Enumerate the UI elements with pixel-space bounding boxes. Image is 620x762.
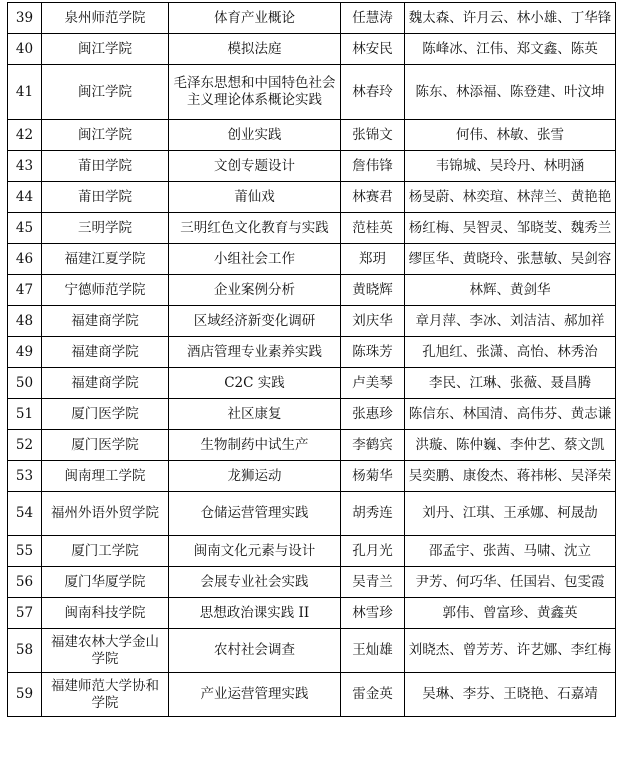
course-name: 模拟法庭 [169, 34, 341, 65]
table-row [8, 399, 616, 430]
lead-teacher: 雷金英 [341, 673, 405, 717]
lead-teacher: 张惠珍 [341, 399, 405, 430]
row-number: 48 [8, 306, 42, 337]
school-name: 福建商学院 [42, 337, 169, 368]
row-number: 57 [8, 598, 42, 629]
team-members: 陈峰冰、江伟、郑文鑫、陈英 [405, 34, 616, 65]
school-name: 莆田学院 [42, 182, 169, 213]
team-members: 陈东、林添福、陈登建、叶汶坤 [405, 65, 616, 120]
school-name: 福建江夏学院 [42, 244, 169, 275]
row-number: 43 [8, 151, 42, 182]
lead-teacher: 刘庆华 [341, 306, 405, 337]
course-name: 区域经济新变化调研 [169, 306, 341, 337]
table-row [8, 275, 616, 306]
lead-teacher: 王灿雄 [341, 629, 405, 673]
school-name: 闽南理工学院 [42, 461, 169, 492]
team-members: 邵孟宇、张茜、马啸、沈立 [405, 536, 616, 567]
team-members: 尹芳、何巧华、任国岩、包雯霞 [405, 567, 616, 598]
course-name: 闽南文化元素与设计 [169, 536, 341, 567]
course-name: 社区康复 [169, 399, 341, 430]
row-number: 39 [8, 3, 42, 34]
row-number: 54 [8, 492, 42, 536]
table-row [8, 629, 616, 673]
lead-teacher: 詹伟锋 [341, 151, 405, 182]
team-members: 郭伟、曾富珍、黄鑫英 [405, 598, 616, 629]
course-name: 酒店管理专业素养实践 [169, 337, 341, 368]
team-members: 李民、江琳、张薇、聂昌腾 [405, 368, 616, 399]
school-name: 福建农林大学金山学院 [42, 629, 169, 673]
course-name: 毛泽东思想和中国特色社会主义理论体系概论实践 [169, 65, 341, 120]
lead-teacher: 林雪珍 [341, 598, 405, 629]
lead-teacher: 林安民 [341, 34, 405, 65]
school-name: 闽南科技学院 [42, 598, 169, 629]
school-name: 厦门华厦学院 [42, 567, 169, 598]
course-name: 龙狮运动 [169, 461, 341, 492]
table-row [8, 337, 616, 368]
row-number: 59 [8, 673, 42, 717]
table-row [8, 492, 616, 536]
course-name: 产业运营管理实践 [169, 673, 341, 717]
course-name: 仓储运营管理实践 [169, 492, 341, 536]
row-number: 42 [8, 120, 42, 151]
school-name: 福建商学院 [42, 368, 169, 399]
row-number: 40 [8, 34, 42, 65]
team-members: 孔旭红、张潇、高怡、林秀治 [405, 337, 616, 368]
team-members: 刘丹、江琪、王承娜、柯晟劼 [405, 492, 616, 536]
team-members: 杨红梅、吴智灵、邹晓芰、魏秀兰 [405, 213, 616, 244]
school-name: 闽江学院 [42, 65, 169, 120]
table-row [8, 306, 616, 337]
lead-teacher: 陈珠芳 [341, 337, 405, 368]
school-name: 泉州师范学院 [42, 3, 169, 34]
lead-teacher: 卢美琴 [341, 368, 405, 399]
school-name: 闽江学院 [42, 34, 169, 65]
lead-teacher: 郑玥 [341, 244, 405, 275]
lead-teacher: 林春玲 [341, 65, 405, 120]
school-name: 莆田学院 [42, 151, 169, 182]
team-members: 魏太森、许月云、林小雄、丁华锋 [405, 3, 616, 34]
team-members: 吴奕鹏、康俊杰、蒋祎彬、吴泽荣 [405, 461, 616, 492]
team-members: 章月萍、李冰、刘洁洁、郝加祥 [405, 306, 616, 337]
table-row [8, 673, 616, 717]
row-number: 55 [8, 536, 42, 567]
team-members: 杨旻蔚、林奕瑄、林萍兰、黄艳艳 [405, 182, 616, 213]
team-members: 洪璇、陈仲巍、李仲艺、蔡文凯 [405, 430, 616, 461]
school-name: 宁德师范学院 [42, 275, 169, 306]
row-number: 52 [8, 430, 42, 461]
school-name: 厦门医学院 [42, 430, 169, 461]
team-members: 林辉、黄剑华 [405, 275, 616, 306]
table-row [8, 461, 616, 492]
lead-teacher: 胡秀连 [341, 492, 405, 536]
row-number: 53 [8, 461, 42, 492]
team-members: 缪匡华、黄晓玲、张慧敏、吴剑容 [405, 244, 616, 275]
table-body [8, 3, 616, 717]
course-name: 三明红色文化教育与实践 [169, 213, 341, 244]
school-name: 厦门医学院 [42, 399, 169, 430]
course-name: 企业案例分析 [169, 275, 341, 306]
course-name: 体育产业概论 [169, 3, 341, 34]
row-number: 49 [8, 337, 42, 368]
school-name: 三明学院 [42, 213, 169, 244]
row-number: 47 [8, 275, 42, 306]
team-members: 何伟、林敏、张雪 [405, 120, 616, 151]
team-members: 韦锦城、吴玲丹、林明涵 [405, 151, 616, 182]
course-name: C2C 实践 [169, 368, 341, 399]
lead-teacher: 张锦文 [341, 120, 405, 151]
school-name: 福建师范大学协和学院 [42, 673, 169, 717]
table-row [8, 567, 616, 598]
team-members: 吴琳、李芬、王晓艳、石嘉靖 [405, 673, 616, 717]
row-number: 50 [8, 368, 42, 399]
course-name: 创业实践 [169, 120, 341, 151]
table-row [8, 213, 616, 244]
course-name: 莆仙戏 [169, 182, 341, 213]
table-row [8, 151, 616, 182]
lead-teacher: 吴青兰 [341, 567, 405, 598]
course-name: 思想政治课实践 II [169, 598, 341, 629]
table-row [8, 3, 616, 34]
course-name: 农村社会调查 [169, 629, 341, 673]
course-name: 生物制药中试生产 [169, 430, 341, 461]
course-name: 小组社会工作 [169, 244, 341, 275]
course-name: 会展专业社会实践 [169, 567, 341, 598]
lead-teacher: 范桂英 [341, 213, 405, 244]
course-name: 文创专题设计 [169, 151, 341, 182]
table-row [8, 430, 616, 461]
row-number: 41 [8, 65, 42, 120]
lead-teacher: 李鹤宾 [341, 430, 405, 461]
row-number: 56 [8, 567, 42, 598]
row-number: 51 [8, 399, 42, 430]
table-row [8, 598, 616, 629]
lead-teacher: 黄晓辉 [341, 275, 405, 306]
lead-teacher: 孔月光 [341, 536, 405, 567]
table-row [8, 244, 616, 275]
table-row [8, 536, 616, 567]
row-number: 45 [8, 213, 42, 244]
project-table [7, 2, 616, 717]
team-members: 刘晓杰、曾芳芳、许艺娜、李红梅 [405, 629, 616, 673]
school-name: 厦门工学院 [42, 536, 169, 567]
table-row [8, 368, 616, 399]
table-row [8, 65, 616, 120]
team-members: 陈信东、林国清、高伟芬、黄志谦 [405, 399, 616, 430]
lead-teacher: 杨菊华 [341, 461, 405, 492]
row-number: 58 [8, 629, 42, 673]
lead-teacher: 任慧涛 [341, 3, 405, 34]
table-row [8, 182, 616, 213]
school-name: 福建商学院 [42, 306, 169, 337]
lead-teacher: 林赛君 [341, 182, 405, 213]
row-number: 46 [8, 244, 42, 275]
school-name: 福州外语外贸学院 [42, 492, 169, 536]
row-number: 44 [8, 182, 42, 213]
school-name: 闽江学院 [42, 120, 169, 151]
table-row [8, 34, 616, 65]
table-row [8, 120, 616, 151]
